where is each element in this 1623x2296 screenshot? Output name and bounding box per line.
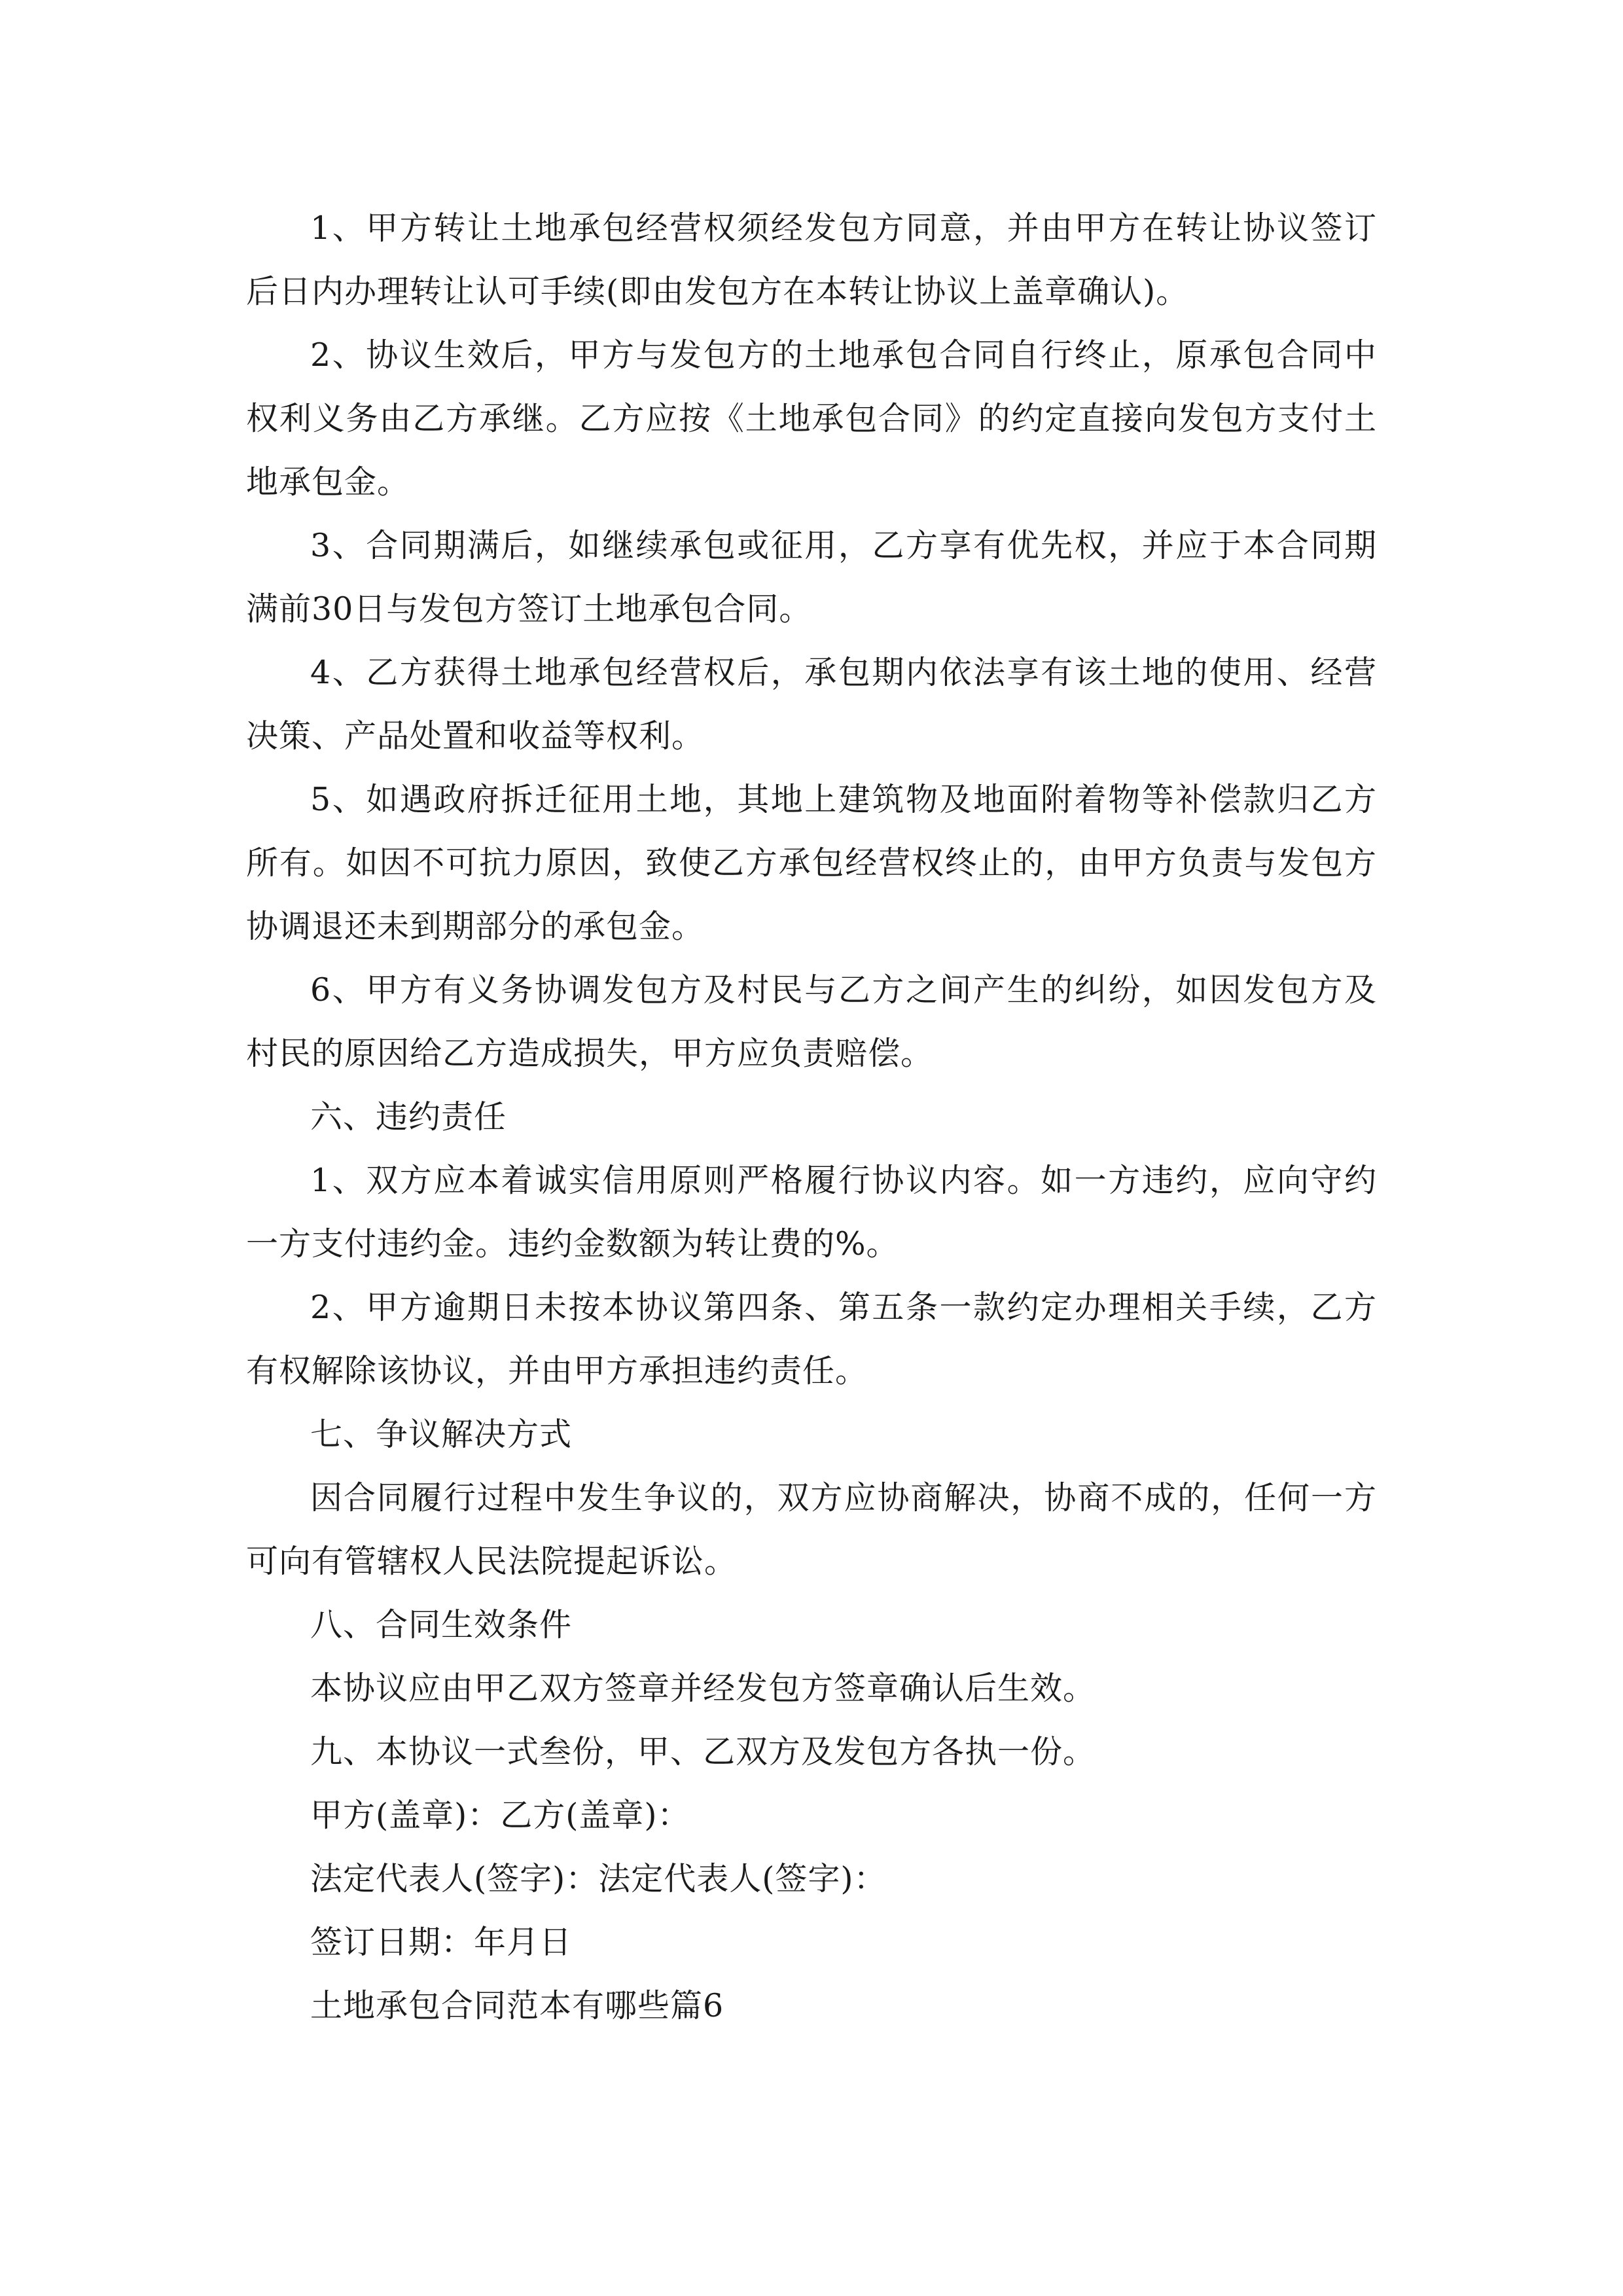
clause-paragraph: 4、乙方获得土地承包经营权后，承包期内依法享有该土地的使用、经营决策、产品处置和收益等权利。 bbox=[246, 654, 1377, 755]
clause-paragraph: 因合同履行过程中发生争议的，双方应协商解决，协商不成的，任何一方可向有管辖权人民法院提起诉讼。 bbox=[246, 1479, 1377, 1580]
clause-paragraph: 6、甲方有义务协调发包方及村民与乙方之间产生的纠纷，如因发包方及村民的原因给乙方造成损失，甲方应负责赔偿。 bbox=[246, 971, 1377, 1072]
clause-paragraph: 3、合同期满后，如继续承包或征用，乙方享有优先权，并应于本合同期满前30日与发包方签订土地承包合同。 bbox=[246, 527, 1377, 628]
signature-line: 甲方(盖章)：乙方(盖章)： bbox=[310, 1797, 690, 1834]
next-section-title: 土地承包合同范本有哪些篇6 bbox=[310, 1987, 724, 2024]
document-body bbox=[246, 196, 1377, 2037]
clause-paragraph: 1、双方应本着诚实信用原则严格履行协议内容。如一方违约，应向守约一方支付违约金。违约金数额为转让费的%。 bbox=[246, 1162, 1377, 1263]
section-heading: 八、合同生效条件 bbox=[310, 1606, 573, 1643]
signature-line: 法定代表人(签字)：法定代表人(签字)： bbox=[310, 1860, 887, 1897]
clause-paragraph: 2、协议生效后，甲方与发包方的土地承包合同自行终止，原承包合同中权利义务由乙方承继。乙方应按《土地承包合同》的约定直接向发包方支付土地承包金。 bbox=[246, 336, 1377, 501]
signature-date-line: 签订日期：年月日 bbox=[310, 1924, 573, 1961]
section-heading: 七、争议解决方式 bbox=[310, 1416, 573, 1453]
clause-paragraph: 本协议应由甲乙双方签章并经发包方签章确认后生效。 bbox=[310, 1670, 1096, 1707]
clause-paragraph: 5、如遇政府拆迁征用土地，其地上建筑物及地面附着物等补偿款归乙方所有。如因不可抗力原因，致使乙方承包经营权终止的，由甲方负责与发包方协调退还未到期部分的承包金。 bbox=[246, 781, 1377, 945]
section-heading: 六、违约责任 bbox=[310, 1098, 507, 1136]
clause-paragraph: 九、本协议一式叁份，甲、乙双方及发包方各执一份。 bbox=[310, 1733, 1096, 1770]
clause-paragraph: 2、甲方逾期日未按本协议第四条、第五条一款约定办理相关手续，乙方有权解除该协议，并由甲方承担违约责任。 bbox=[246, 1289, 1377, 1390]
clause-paragraph: 1、甲方转让土地承包经营权须经发包方同意，并由甲方在转让协议签订后日内办理转让认可手续(即由发包方在本转让协议上盖章确认)。 bbox=[246, 209, 1377, 310]
